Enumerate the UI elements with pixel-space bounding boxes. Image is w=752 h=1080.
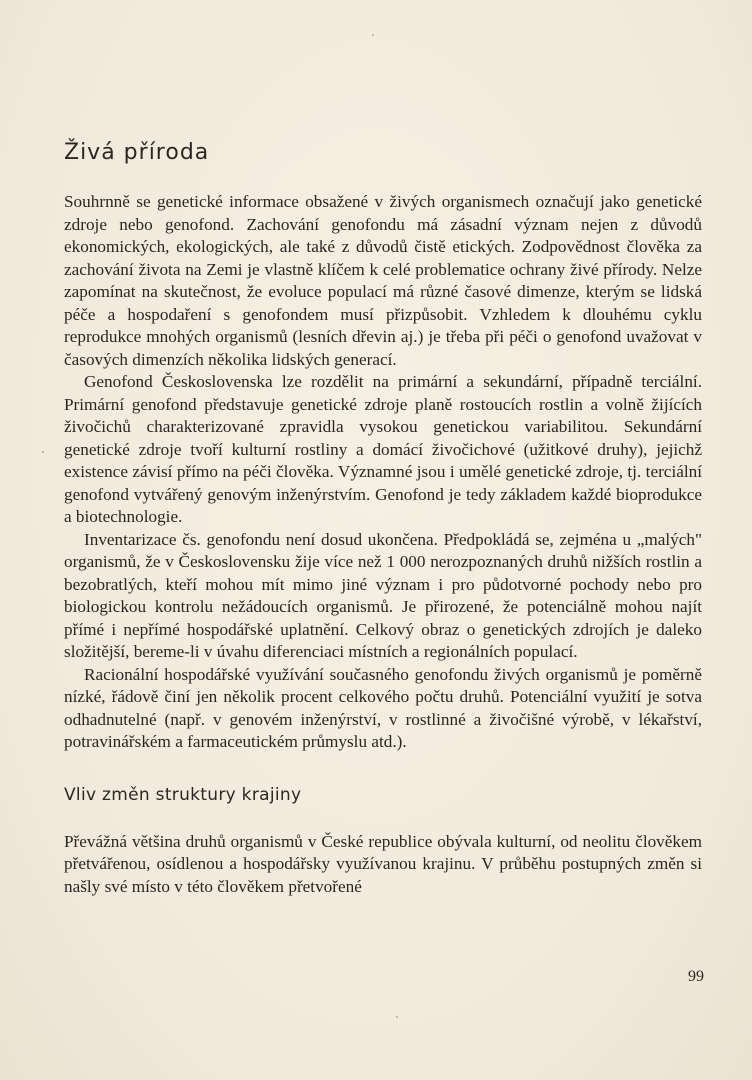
paragraph-inventory: Inventarizace čs. genofondu není dosud ukončena. Předpokládá se, zejména u „malých" organismů, že v Československu žije více než 1 000 nerozpoznaných druhů nižších rostlin a bezobratlých, kteří mohou mít mimo jiné význam i pro půdotvorné pochody nebo pro biologickou kontrolu nežádoucích organismů. Je přirozené, že potenciálně mohou najít přímé i nepřímé hospodářské uplatnění. Celkový obraz o genetických zdrojích je daleko složitější, bereme-li v úvahu diferenciaci místních a regionálních populací.	[64, 529, 702, 661]
paragraph-genofond-division: Genofond Československa lze rozdělit na primární a sekundární, případně terciální. Primární genofond představuje genetické zdroje planě rostoucích rostlin a volně žijících živočichů charakterizované zpravidla vysokou genetickou variabilitou. Sekundární genetické zdroje tvoří kulturní rostliny a domácí živočichové (užitkové druhy), jejichž existence závisí přímo na péči člověka. Významné jsou i umělé genetické zdroje, tj. terciální genofond vytvářený genovým inženýrstvím. Genofond je tedy základem každé bioprodukce a biotechnologie.	[64, 372, 702, 526]
paragraph-landscape-changes: Převážná většina druhů organismů v České republice obývala kulturní, od neolitu člověkem přetvářenou, osídlenou a hospodářsky využívanou krajinu. V průběhu postupných změn si našly své místo v této člověkem přetvořené	[64, 831, 702, 896]
subsection-title: Vliv změn struktury krajiny	[64, 784, 302, 805]
paragraph-genetic-resources: Souhrnně se genetické informace obsažené v živých organismech označují jako genetické zdroje nebo genofond. Zachování genofondu má zásadní význam nejen z důvodů ekonomických, ekologických, ale také z důvodů čistě etických. Zodpovědnost člověka za zachování života na Zemi je vlastně klíčem k celé problematice ochrany živé přírody. Nelze zapomínat na skutečnost, že evoluce populací má různé časové dimenze, kterým se lidská péče a hospodaření s genofondem musí přizpůsobit. Vzhledem k dlouhému cyklu reprodukce mnohých organismů (lesních dřevin aj.) je třeba při péči o genofond uvažovat v časových dimenzích několika lidských generací.	[64, 192, 702, 369]
paragraph-rational-use: Racionální hospodářské využívání současného genofondu živých organismů je poměrně nízké, řádově činí jen několik procent celkového počtu druhů. Potenciální využití je sotva odhadnutelné (např. v genovém inženýrství, v rostlinné a živočišné výrobě, v lékařství, potravinářském a farmaceutickém průmyslu atd.).	[64, 664, 702, 751]
paper-speck	[42, 451, 44, 453]
paper-speck	[372, 34, 374, 36]
page-number: 99	[688, 968, 704, 985]
paper-speck	[396, 1016, 398, 1018]
section-title: Živá příroda	[64, 140, 210, 165]
page-content	[64, 140, 702, 898]
